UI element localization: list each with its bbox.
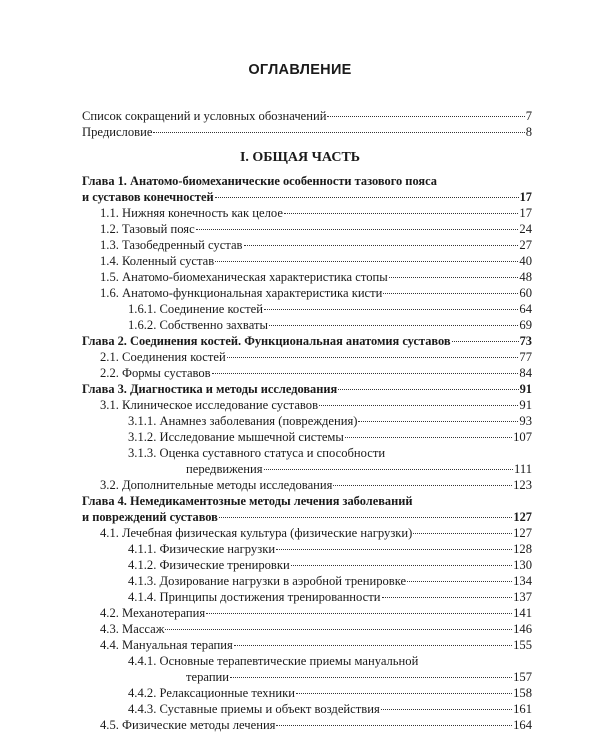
toc-page-number: 128 [513,542,532,556]
toc-entry-label: 4.4.2. Релаксационные техники [128,686,295,700]
toc-page-number: 111 [514,462,532,476]
toc-page-number: 91 [519,398,532,412]
dot-leader [327,116,524,117]
toc-entry[interactable] [100,605,532,621]
toc-entry-label[interactable]: 4.4.1. Основные терапевтические приемы мануальной [128,654,419,668]
toc-entry-label: 4.4.3. Суставные приемы и объект воздействия [128,702,380,716]
toc-chapter-entry[interactable] [82,381,532,397]
toc-entry[interactable] [128,557,532,573]
dot-leader [338,389,518,390]
dot-leader [284,213,518,214]
toc-entry[interactable] [128,317,532,333]
toc-entry[interactable] [100,621,532,637]
toc-entry-label: 3.1. Клиническое исследование суставов [100,398,319,412]
toc-page-number: 137 [513,590,532,604]
toc-chapter-entry[interactable] [82,509,532,525]
dot-leader [413,533,512,534]
chapter-heading-line: Глава 1. Анатомо-биомеханические особенности тазового пояса [82,174,437,188]
toc-entry[interactable] [128,541,532,557]
toc-page-number: 24 [519,222,532,236]
dot-leader [212,373,519,374]
toc-entry[interactable] [100,365,532,381]
toc-entry-label: терапии [186,670,230,684]
toc-entry[interactable] [100,253,532,269]
toc-page-number: 69 [519,318,532,332]
toc-page-number: 64 [519,302,532,316]
toc-page-number: 40 [519,254,532,268]
toc-page-number: 60 [519,286,532,300]
dot-leader [333,485,512,486]
toc-entry[interactable] [128,701,532,717]
toc-entry-label: 4.1.3. Дозирование нагрузки в аэробной тренировке [128,574,407,588]
dot-leader [296,693,512,694]
toc-entry[interactable] [100,477,532,493]
toc-entry[interactable] [100,637,532,653]
toc-entry-label: Список сокращений и условных обозначений [82,109,327,123]
toc-entry[interactable] [186,461,532,477]
dot-leader [269,325,518,326]
toc-page-number: 48 [519,270,532,284]
toc-chapter-entry[interactable] [82,333,532,349]
dot-leader [215,261,518,262]
toc-entry-label: 1.6.2. Собственно захваты [128,318,268,332]
toc-entry-label: 4.1.4. Принципы достижения тренированности [128,590,381,604]
dot-leader [358,421,518,422]
toc-entry[interactable] [100,221,532,237]
toc-entry[interactable] [100,237,532,253]
toc-entry-label: и повреждений суставов [82,510,218,524]
dot-leader [407,581,512,582]
dot-leader [319,405,518,406]
toc-entry-label: 3.2. Дополнительные методы исследования [100,478,333,492]
dot-leader [234,645,512,646]
dot-leader [389,277,519,278]
dot-leader [452,341,519,342]
toc-page-number: 157 [513,670,532,684]
dot-leader [215,197,519,198]
toc-entry-label: Глава 2. Соединения костей. Функциональная анатомия суставов [82,334,451,348]
dot-leader [230,677,512,678]
toc-entry[interactable] [128,685,532,701]
toc-entry-label: и суставов конечностей [82,190,214,204]
dot-leader [206,613,512,614]
toc-entry-label: 4.2. Механотерапия [100,606,206,620]
toc-entry[interactable] [128,413,532,429]
toc-entry[interactable] [128,589,532,605]
dot-leader [244,245,519,246]
toc-entry-label: 3.1.1. Анамнез заболевания (повреждения) [128,414,358,428]
dot-leader [219,517,513,518]
toc-page-number: 84 [519,366,532,380]
toc-chapter-entry[interactable] [82,189,532,205]
toc-entry-label: 3.1.2. Исследование мышечной системы [128,430,344,444]
dot-leader [381,709,512,710]
toc-entry[interactable] [100,525,532,541]
toc-entry-label: 1.1. Нижняя конечность как целое [100,206,283,220]
toc-entry-label: 1.4. Коленный сустав [100,254,215,268]
toc-page-number: 161 [513,702,532,716]
dot-leader [165,629,512,630]
dot-leader [276,549,512,550]
chapter-heading-line: Глава 4. Немедикаментозные методы лечения заболеваний [82,494,413,508]
dot-leader [291,565,512,566]
toc-page-number: 73 [519,334,532,348]
toc-page-number: 141 [513,606,532,620]
dot-leader [345,437,512,438]
toc-entry[interactable] [82,124,532,140]
toc-entry[interactable] [82,108,532,124]
toc-page-number: 164 [513,718,532,732]
toc-entry-label: 1.5. Анатомо-биомеханическая характеристика стопы [100,270,388,284]
toc-entry-label: 4.1.2. Физические тренировки [128,558,290,572]
toc-page-number: 158 [513,686,532,700]
toc-entry-label: Глава 3. Диагностика и методы исследования [82,382,338,396]
toc-entry-label: 4.3. Массаж [100,622,165,636]
toc-entry-label: Предисловие [82,125,153,139]
toc-entry[interactable] [100,349,532,365]
toc-page-number: 146 [513,622,532,636]
toc-entry-label: 4.1.1. Физические нагрузки [128,542,276,556]
dot-leader [153,132,524,133]
toc-entry[interactable] [128,429,532,445]
toc-page-number: 91 [519,382,532,396]
toc-entry-label: 4.4. Мануальная терапия [100,638,233,652]
toc-page-number: 127 [513,510,532,524]
toc-page-number: 27 [519,238,532,252]
toc-entry-label: 2.2. Формы суставов [100,366,211,380]
toc-page-number: 8 [525,125,532,139]
toc-page-number: 17 [519,190,532,204]
toc-page-number: 127 [513,526,532,540]
toc-entry[interactable] [100,269,532,285]
dot-leader [383,293,518,294]
toc-page-number: 17 [519,206,532,220]
dot-leader [227,357,519,358]
part-heading: I. ОБЩАЯ ЧАСТЬ [239,150,361,165]
toc-entry-label: 1.6. Анатомо-функциональная характеристика кисти [100,286,383,300]
toc-entry-label: 4.1. Лечебная физическая культура (физические нагрузки) [100,526,413,540]
toc-page-number: 123 [513,478,532,492]
page-title: ОГЛАВЛЕНИЕ [248,62,352,78]
toc-page-number: 130 [513,558,532,572]
toc-entry-label[interactable]: 3.1.3. Оценка суставного статуса и способности [128,446,386,460]
toc-entry[interactable] [100,397,532,413]
toc-page-number: 155 [513,638,532,652]
toc-entry[interactable] [128,573,532,589]
dot-leader [196,229,519,230]
toc-entry[interactable] [186,669,532,685]
dot-leader [264,309,518,310]
toc-page-number: 107 [513,430,532,444]
toc-entry[interactable] [128,301,532,317]
toc-entry[interactable] [100,717,532,733]
dot-leader [264,469,513,470]
toc-entry[interactable] [100,285,532,301]
dot-leader [382,597,513,598]
toc-entry-label: 1.2. Тазовый пояс [100,222,195,236]
toc-entry-label: 4.5. Физические методы лечения [100,718,276,732]
dot-leader [276,725,512,726]
toc-entry-label: 2.1. Соединения костей [100,350,226,364]
toc-page-number: 77 [519,350,532,364]
toc-entry-label: передвижения [186,462,263,476]
toc-page-number: 93 [519,414,532,428]
toc-page-number: 134 [513,574,532,588]
toc-entry-label: 1.6.1. Соединение костей [128,302,263,316]
toc-page-number: 7 [525,109,532,123]
toc-entry[interactable] [100,205,532,221]
toc-entry-label: 1.3. Тазобедренный сустав [100,238,243,252]
